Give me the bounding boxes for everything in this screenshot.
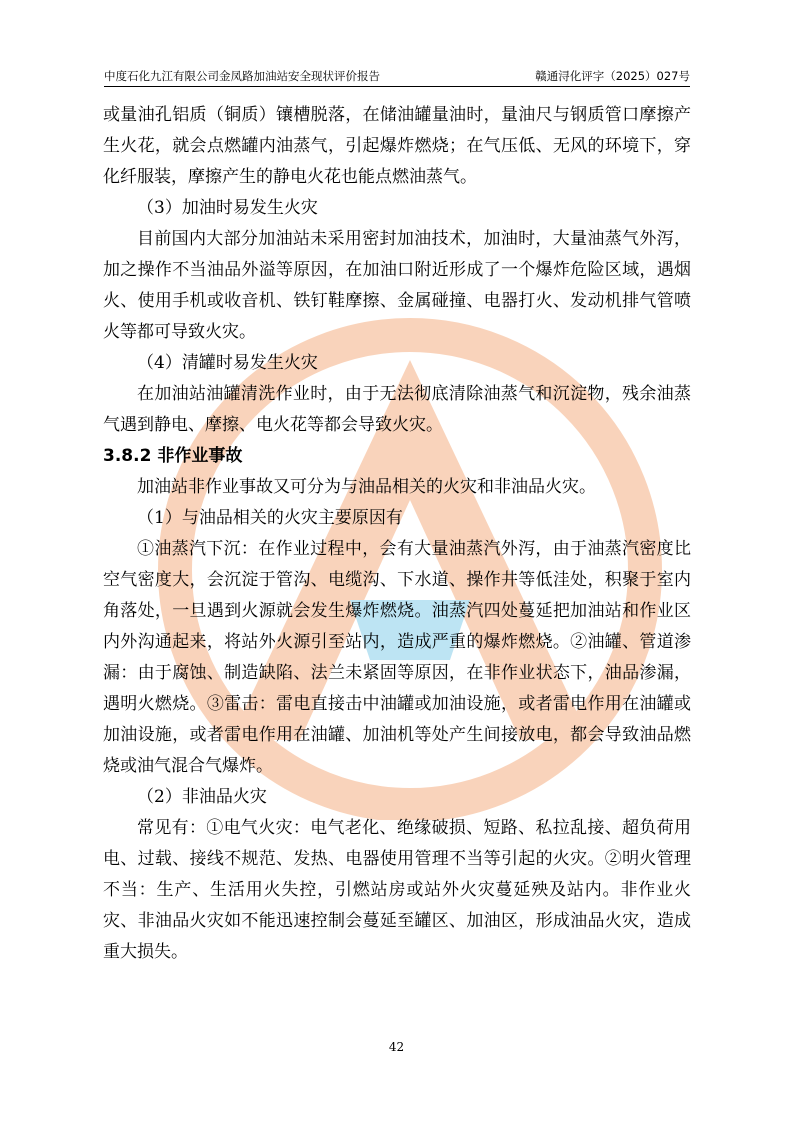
paragraph-non-oil-fire: 常见有：①电气火灾：电气老化、绝缘破损、短路、私拉乱接、超负荷用电、过载、接线不规范、发热、电器使用管理不当等引起的火灾。②明火管理不当：生产、生活用火失控，引燃站房或站外火灾蔓延殃及站内。非作业火灾、非油品火灾如不能迅速控制会蔓延至罐区、加油区，形成油品火灾，造成重大损失。 — [103, 818, 691, 962]
paragraph-continuation: 或量油孔铝质（铜质）镶槽脱落，在储油罐量油时，量油尺与钢质管口摩擦产生火花，就会点燃罐内油蒸气，引起爆炸燃烧；在气压低、无风的环境下，穿化纤服装，摩擦产生的静电火花也能点燃油蒸气。 — [103, 105, 691, 187]
paragraph-tank-cleaning-fire: 在加油站油罐清洗作业时，由于无法彻底清除油蒸气和沉淀物，残余油蒸气遇到静电、摩擦、电火花等都会导致火灾。 — [103, 384, 691, 435]
paragraph-oil-related-fire: ①油蒸汽下沉：在作业过程中，会有大量油蒸汽外泻，由于油蒸汽密度比空气密度大，会沉淀于管沟、电缆沟、下水道、操作井等低洼处，积聚于室内角落处，一旦遇到火源就会发生爆炸燃烧。油蒸汽四处蔓延把加油站和作业区内外沟通起来，将站外火源引至站内，造成严重的爆炸燃烧。②油罐、管道渗漏：由于腐蚀、制造缺陷、法兰未紧固等原因，在非作业状态下，油品渗漏，遇明火燃烧。③雷击：雷电直接击中油罐或加油设施，或者雷电作用在油罐或加油设施，或者雷电作用在油罐、加油机等处产生间接放电，都会导致油品燃烧或油气混合气爆炸。 — [103, 539, 691, 776]
subheading-tank-cleaning-fire: （4）清罐时易发生火灾 — [137, 353, 318, 373]
header-report-number: 赣通浔化评字（2025）027号 — [535, 69, 690, 83]
paragraph-refuel-fire: 目前国内大部分加油站未采用密封加油技术，加油时，大量油蒸气外泻，加之操作不当油品外溢等原因，在加油口附近形成了一个爆炸危险区域，遇烟火、使用手机或收音机、铁钉鞋摩擦、金属碰撞、电器打火、发动机排气管喷火等都可导致火灾。 — [103, 229, 691, 342]
section-heading-3-8-2: 3.8.2 非作业事故 — [103, 446, 243, 466]
page-header — [104, 69, 690, 87]
subheading-non-oil-fire: （2）非油品火灾 — [137, 787, 267, 807]
header-report-title: 中度石化九江有限公司金凤路加油站安全现状评价报告 — [104, 69, 380, 83]
subheading-oil-related-fire: （1）与油品相关的火灾主要原因有 — [137, 508, 403, 528]
page-number: 42 — [388, 1040, 405, 1054]
paragraph-non-operation-intro: 加油站非作业事故又可分为与油品相关的火灾和非油品火灾。 — [137, 477, 596, 497]
document-body — [103, 100, 691, 968]
subheading-refuel-fire: （3）加油时易发生火灾 — [137, 198, 318, 218]
